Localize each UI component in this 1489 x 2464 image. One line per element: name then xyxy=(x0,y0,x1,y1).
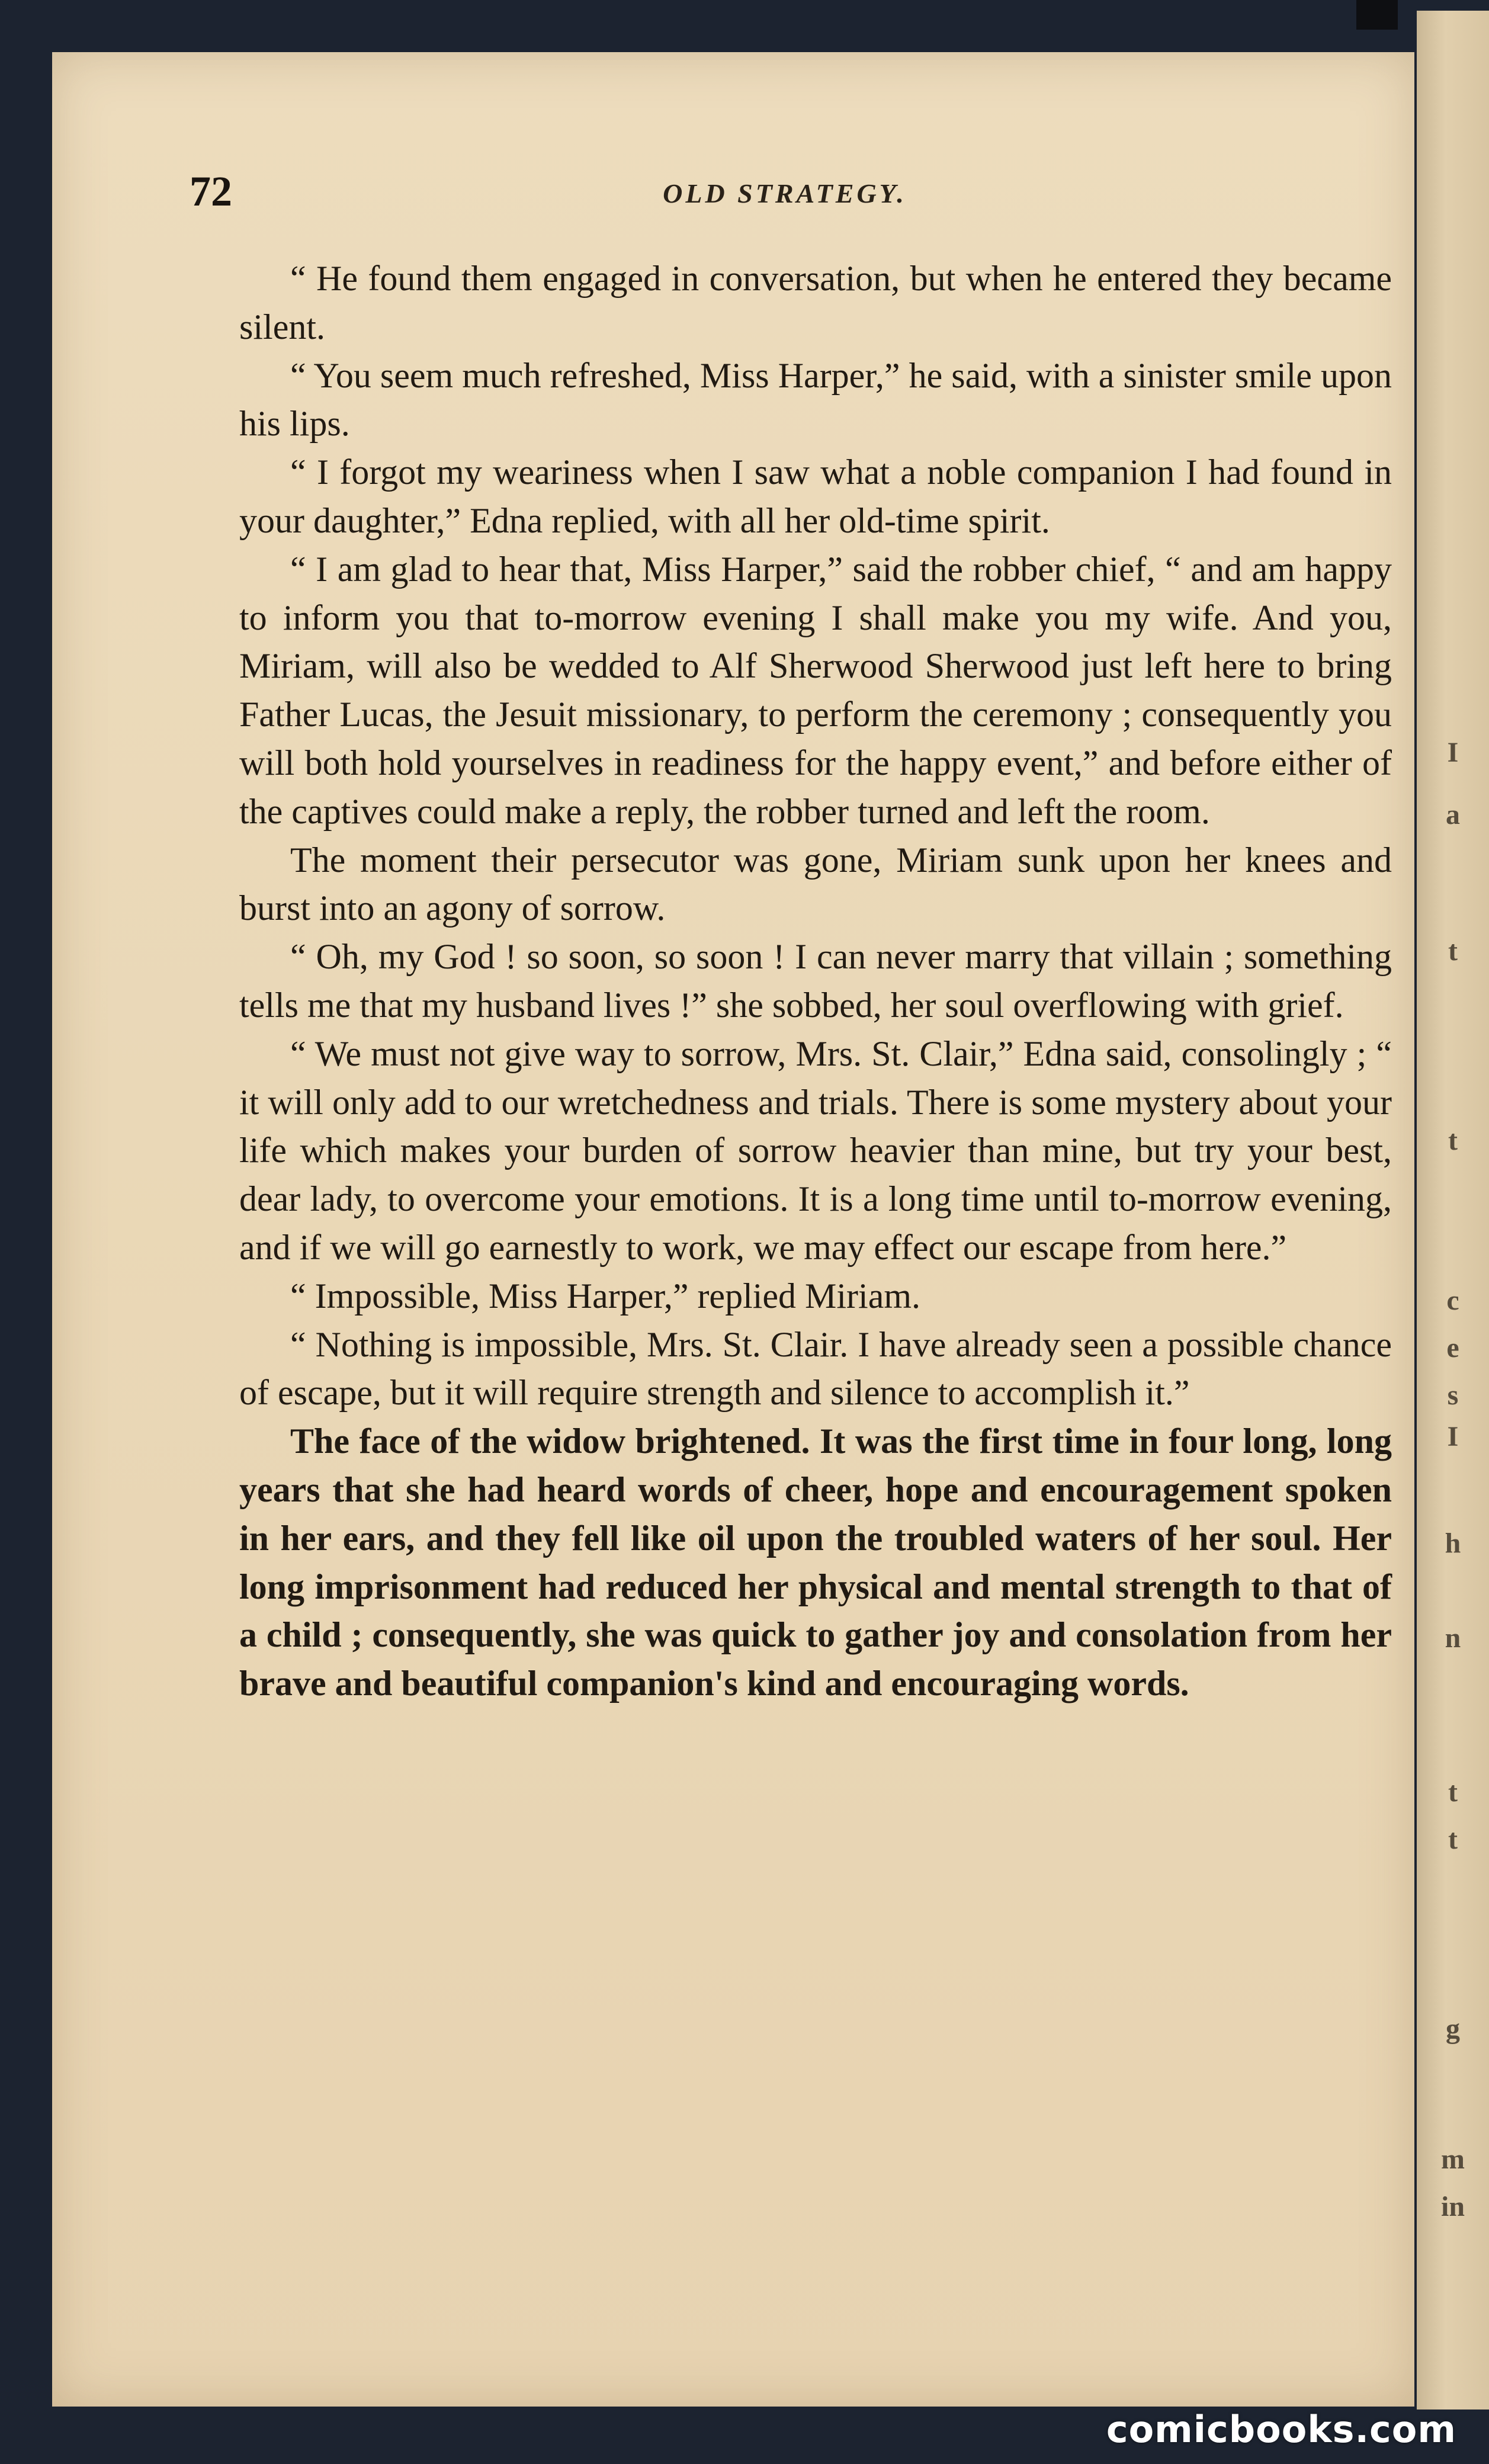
body-text xyxy=(239,255,1392,1708)
paragraph: “ Oh, my God ! so soon, so soon ! I can never marry that villain ; something tells me that my husband lives !” she sobbed, her soul overflowing with grief. xyxy=(239,937,1392,1025)
adjacent-fragment: m xyxy=(1441,2144,1465,2175)
adjacent-fragment: s xyxy=(1447,1379,1459,1411)
paragraph: The face of the widow brightened. It was the first time in four long, long years that she had heard words of cheer, hope and encouragement spoken in her ears, and they fell like oil upon the troubled waters of her soul. Her long imprisonment had reduced her physical and mental strength to that of a child ; consequently, she was quick to gather joy and consolation from her brave and beautiful companion's kind and encouraging words. xyxy=(239,1422,1392,1703)
page-number: 72 xyxy=(190,168,232,215)
paragraph: “ You seem much refreshed, Miss Harper,” he said, with a sinister smile upon his lips. xyxy=(239,355,1392,444)
adjacent-fragment: a xyxy=(1446,799,1460,830)
paragraph: “ I am glad to hear that, Miss Harper,” said the robber chief, “ and am happy to inform you that to-morrow evening I shall make you my wife. And you, Miriam, will also be wedded to Alf Sherwood Sherwood just left here to bring Father Lucas, the Jesuit missionary, to perform the ceremony ; consequently you will both hold yourselves in readiness for the happy event,” and before either of the captives could make a reply, the robber turned and left the room. xyxy=(239,549,1392,831)
paragraph: “ I forgot my weariness when I saw what a noble companion I had found in your daughter,” Edna replied, with all her old-time spirit. xyxy=(239,453,1392,540)
paragraph: “ Nothing is impossible, Mrs. St. Clair. I have already seen a possible chance of escape, but it will require strength and silence to accomplish it.” xyxy=(239,1324,1392,1413)
running-title: OLD STRATEGY. xyxy=(663,178,907,208)
paragraph: “ He found them engaged in conversation, but when he entered they became silent. xyxy=(239,259,1392,346)
adjacent-fragment: t xyxy=(1448,1125,1458,1156)
adjacent-fragment: e xyxy=(1446,1332,1459,1363)
adjacent-fragment: I xyxy=(1447,737,1459,768)
adjacent-fragment: t xyxy=(1448,1776,1458,1808)
paragraph: “ Impossible, Miss Harper,” replied Miriam. xyxy=(290,1276,921,1316)
adjacent-fragment: n xyxy=(1445,1622,1461,1654)
adjacent-fragment: h xyxy=(1445,1528,1461,1559)
watermark: comicbooks.com xyxy=(1106,2408,1456,2451)
adjacent-fragment: t xyxy=(1448,1824,1458,1855)
adjacent-fragment: c xyxy=(1446,1285,1459,1316)
paragraph: “ We must not give way to sorrow, Mrs. St. Clair,” Edna said, consolingly ; “ it will only add to our wretchedness and trials. There is some mystery about your life which makes your burden of sorrow heavier than mine, but try your best, dear lady, to overcome your emotions. It is a long time until to-morrow evening, and if we will go earnestly to work, we may effect our escape from here.” xyxy=(239,1034,1392,1267)
page-header xyxy=(190,168,1380,215)
adjacent-fragment: I xyxy=(1447,1421,1459,1452)
adjacent-fragment: in xyxy=(1440,2191,1465,2222)
adjacent-fragment: t xyxy=(1448,935,1458,967)
adjacent-page-edge xyxy=(1417,11,1489,2410)
adjacent-fragment: g xyxy=(1446,2013,1460,2045)
spine-shadow xyxy=(1356,0,1398,30)
paragraph: The moment their persecutor was gone, Miriam sunk upon her knees and burst into an agony of sorrow. xyxy=(239,840,1392,928)
